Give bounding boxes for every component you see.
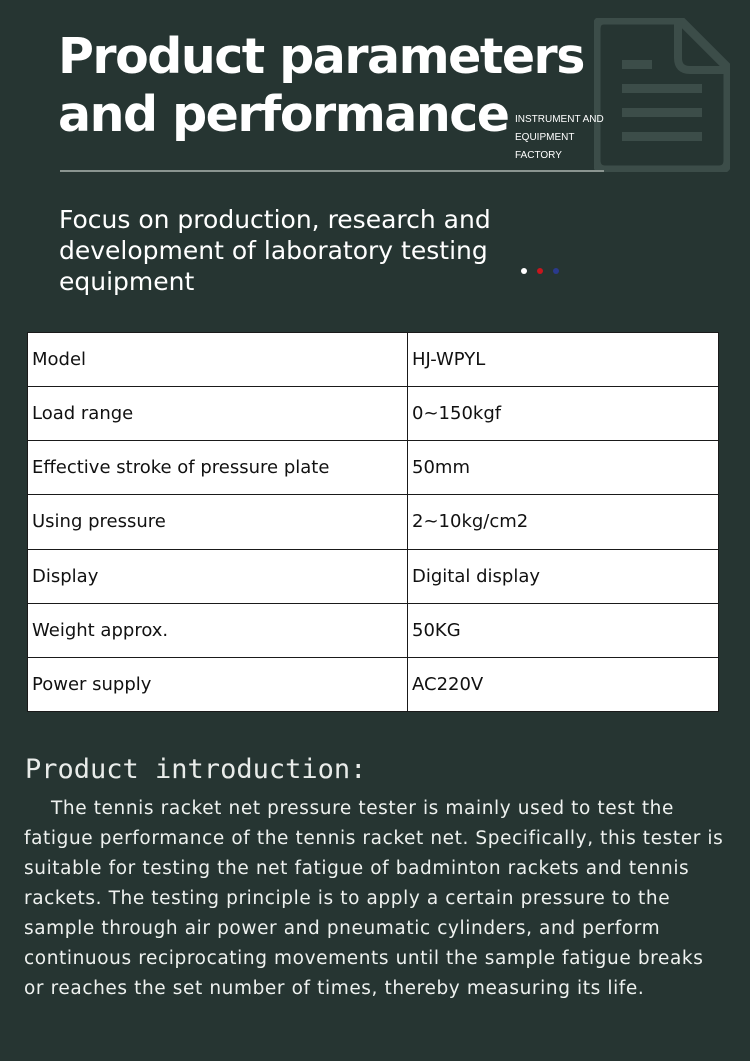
header-divider (60, 170, 604, 172)
spec-value: 0~150kgf (408, 387, 719, 441)
spec-value: HJ-WPYL (408, 333, 719, 387)
factory-line: INSTRUMENT AND (515, 114, 604, 125)
spec-value: 2~10kg/cm2 (408, 495, 719, 549)
dot-red (537, 268, 543, 274)
factory-line: EQUIPMENT (515, 132, 575, 143)
subtitle: Focus on production, research and development of laboratory testing equipment (59, 205, 491, 296)
document-icon (594, 18, 730, 172)
spec-label: Load range (28, 387, 408, 441)
spec-value: 50KG (408, 603, 719, 657)
spec-value: AC220V (408, 657, 719, 711)
page-title (58, 28, 584, 144)
decorative-dots (521, 268, 559, 274)
table-row (28, 333, 719, 387)
intro-body: The tennis racket net pressure tester is mainly used to test the fatigue performance of the tennis racket net. Specifically, this tester is suitable for testing the net fatigue of badminton rackets and tennis rackets. The testing principle is to apply a certain pressure to the sample through air power and pneumatic cylinders, and perform continuous reciprocating movements until the sample fatigue breaks or reaches the set number of times, thereby measuring its life. (24, 798, 724, 999)
title-line-2: and performance (58, 86, 509, 143)
spec-label: Weight approx. (28, 603, 408, 657)
dot-white (521, 268, 527, 274)
spec-label: Effective stroke of pressure plate (28, 441, 408, 495)
intro-heading: Product introduction: (25, 754, 367, 785)
table-row (28, 603, 719, 657)
table-row (28, 441, 719, 495)
table-row (28, 657, 719, 711)
title-line-1: Product parameters (58, 28, 584, 85)
spec-table (27, 332, 719, 712)
table-row (28, 495, 719, 549)
factory-line: FACTORY (515, 150, 562, 161)
table-row (28, 387, 719, 441)
spec-label: Using pressure (28, 495, 408, 549)
dot-blue (553, 268, 559, 274)
table-row (28, 549, 719, 603)
spec-label: Model (28, 333, 408, 387)
spec-value: 50mm (408, 441, 719, 495)
factory-label (515, 111, 604, 165)
spec-label: Power supply (28, 657, 408, 711)
spec-label: Display (28, 549, 408, 603)
spec-value: Digital display (408, 549, 719, 603)
